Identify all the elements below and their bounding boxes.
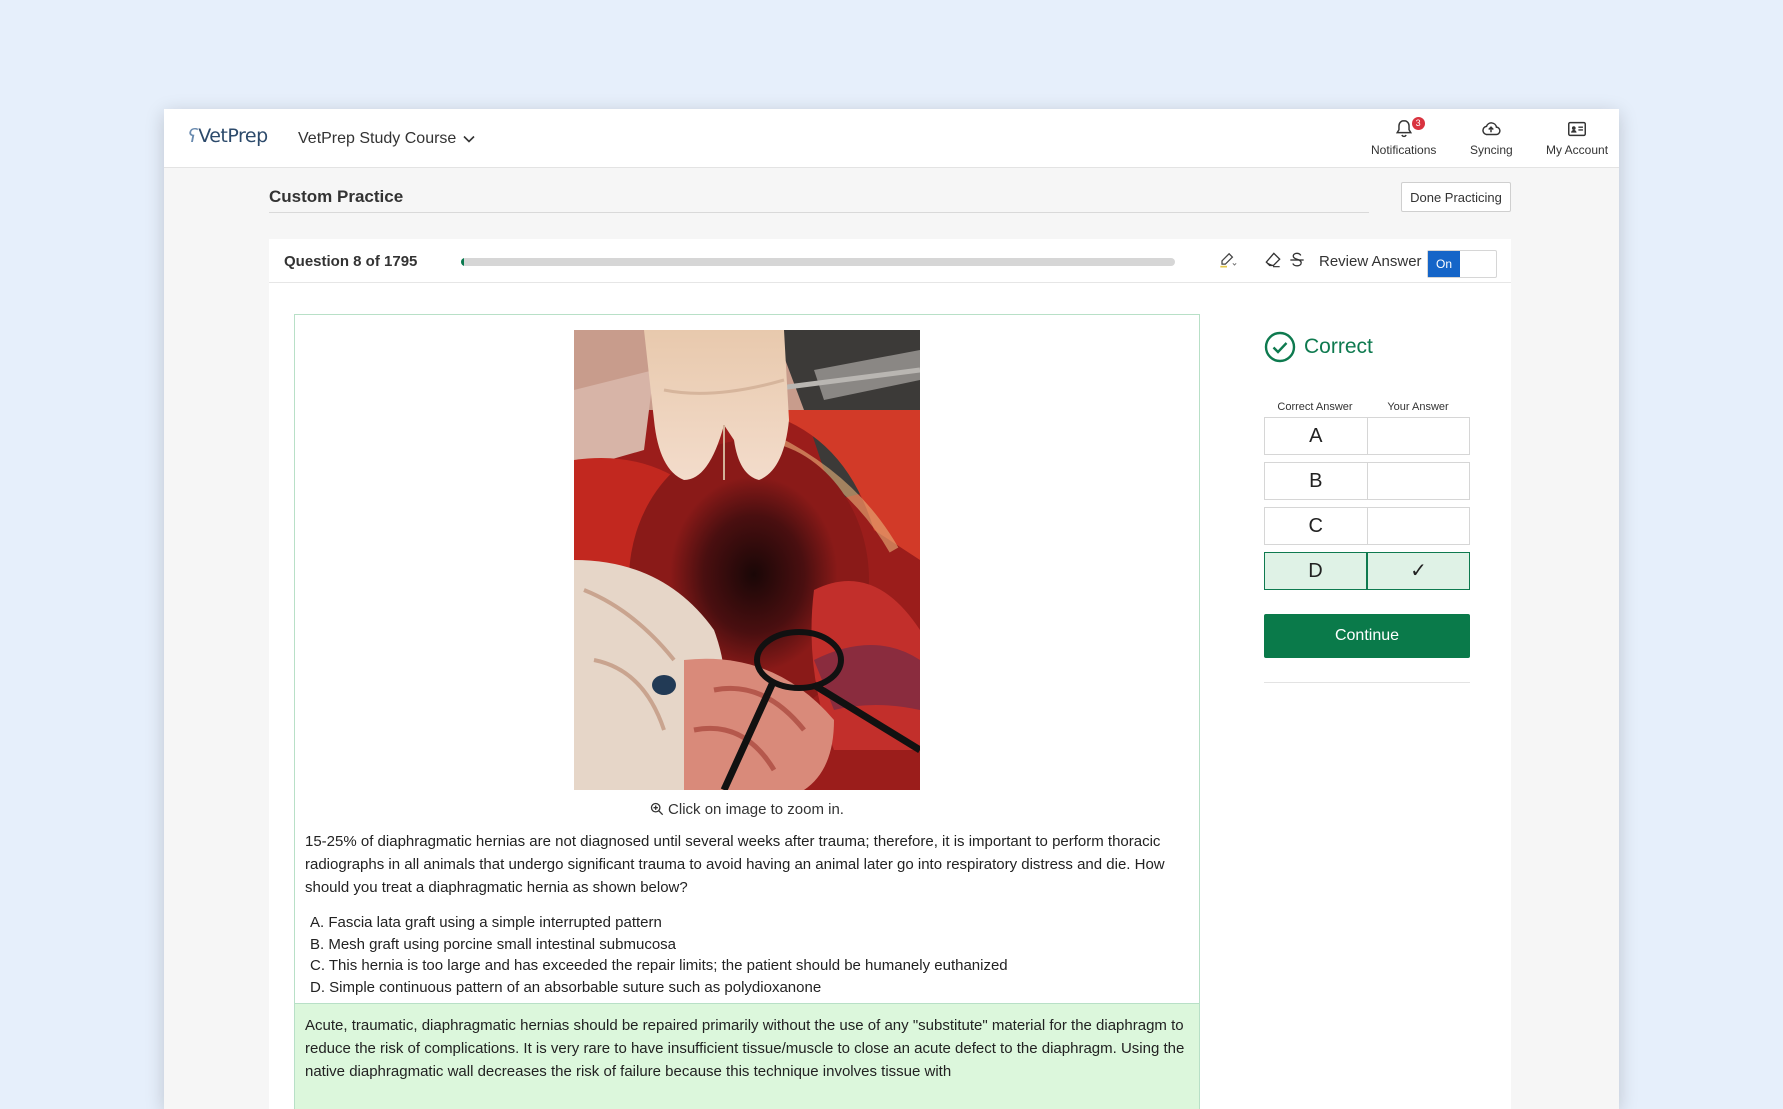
review-answer-label: Review Answer [1319,253,1422,270]
syncing-label: Syncing [1470,143,1513,157]
explanation-box: Acute, traumatic, diaphragmatic hernias should be repaired primarily without the use of any "substitute" material for the diaphragm to reduce the risk of complications. It is very rare to have insufficient tissue/muscle to close an acute defect to the diaphragm. Using the native diaphragmatic wall decreases the risk of failure because this technique involves tissue with [295,1003,1199,1109]
answer-row-d [1264,552,1470,590]
zoom-in-icon [650,802,664,816]
correct-answer-header: Correct Answer [1277,401,1353,413]
option-d[interactable]: D. Simple continuous pattern of an absorbable suture such as polydioxanone [310,978,822,996]
continue-button[interactable]: Continue [1264,614,1470,658]
course-name: VetPrep Study Course [298,130,457,147]
question-stem: 15-25% of diaphragmatic hernias are not diagnosed until several weeks after trauma; therefore, it is important to perform thoracic radiographs in all animals that undergo significant trauma to avoid having an animal later go into respiratory distress and die. How should you treat a diaphragmatic hernia as shown below? [305,833,1165,896]
result-indicator [1264,331,1373,363]
notification-badge: 3 [1412,117,1425,130]
your-answer-check: ✓ [1367,552,1470,590]
strikethrough-icon [1287,250,1307,270]
course-dropdown[interactable] [298,130,476,148]
answer-row-c [1264,507,1470,545]
answer-grid [1264,417,1470,597]
option-b[interactable]: B. Mesh graft using porcine small intestinal submucosa [310,935,677,953]
title-divider [269,212,1369,213]
zoom-hint-text: Click on image to zoom in. [668,801,844,818]
your-answer-cell [1368,507,1471,545]
page-title: Custom Practice [269,187,404,206]
answer-row-a [1264,417,1470,455]
question-card [294,314,1200,1109]
cloud-upload-icon [1480,118,1502,140]
account-card-icon [1566,118,1588,140]
your-answer-cell [1368,417,1471,455]
highlighter-icon [1217,250,1237,270]
progress-fill [461,258,464,266]
your-answer-cell [1368,462,1471,500]
notifications-button[interactable] [1371,118,1436,157]
progress-bar [461,258,1175,266]
app-window [164,109,1619,1109]
option-a[interactable]: A. Fascia lata graft using a simple interrupted pattern [310,914,662,931]
zoom-hint [295,801,1199,818]
result-text: Correct [1304,335,1373,358]
my-account-label: My Account [1546,143,1609,157]
surgery-image [574,330,920,790]
done-practicing-button[interactable]: Done Practicing [1401,182,1511,212]
syncing-button[interactable] [1470,118,1513,157]
correct-answer-cell: A [1264,417,1368,455]
chevron-down-icon [462,132,476,146]
correct-answer-cell: D [1264,552,1367,590]
notifications-label: Notifications [1371,143,1437,157]
top-navbar [164,109,1619,168]
highlighter-tool[interactable] [1217,250,1237,275]
eraser-tool[interactable] [1263,250,1283,275]
eraser-icon [1263,250,1283,270]
check-circle-icon [1264,331,1296,363]
answer-options [310,912,1190,998]
answer-row-b [1264,462,1470,500]
correct-answer-cell: B [1264,462,1368,500]
question-panel [269,239,1511,1109]
correct-answer-cell: C [1264,507,1368,545]
question-toolbar [269,239,1511,283]
my-account-button[interactable] [1546,118,1608,157]
your-answer-header: Your Answer [1387,401,1449,413]
strikethrough-tool[interactable] [1287,250,1307,275]
toggle-on-indicator: On [1428,251,1460,277]
review-answer-toggle[interactable] [1427,250,1497,278]
vetprep-logo[interactable]: ʕVetPrep [188,125,268,147]
question-counter: Question 8 of 1795 [284,253,418,270]
option-c[interactable]: C. This hernia is too large and has exceeded the repair limits; the patient should be humanely euthanized [310,957,1008,974]
surgical-photo[interactable] [574,330,920,790]
sidebar-divider [1264,682,1470,683]
